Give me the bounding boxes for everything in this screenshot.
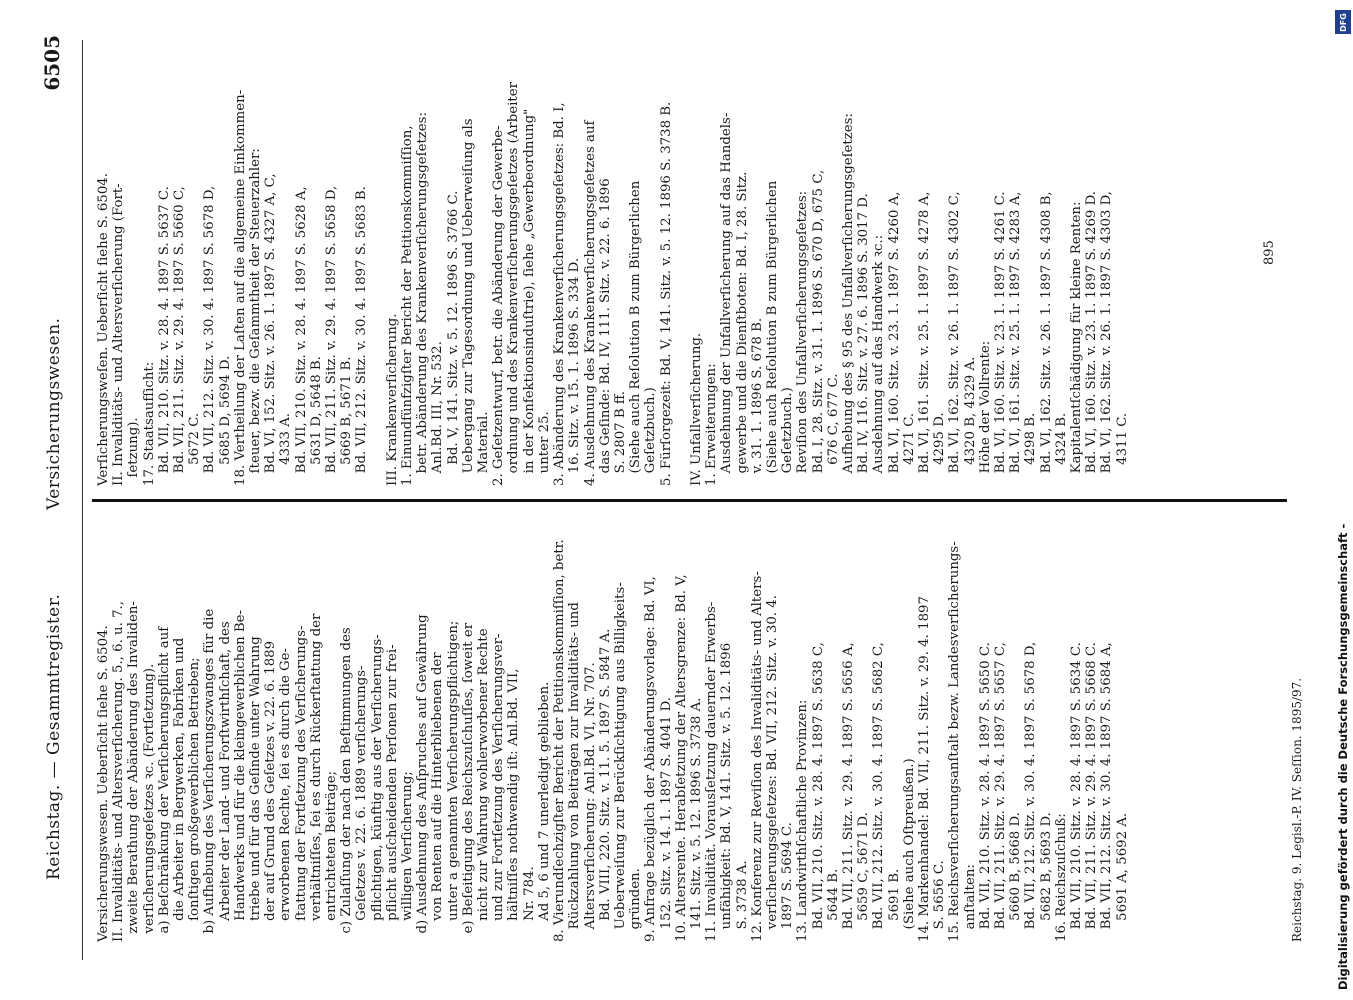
text-line: 4295 D. bbox=[932, 412, 948, 486]
text-line: Altersverſicherung: Anl.Bd. VI, Nr. 707. bbox=[582, 662, 598, 942]
logo-text: DFG bbox=[1338, 12, 1348, 32]
text-line: S. 3738 A. bbox=[734, 860, 750, 942]
text-line: II. Invaliditäts- und Altersverſicherung (Fort- bbox=[111, 183, 127, 486]
text-line: von Renten auf die Hinterbliebenen der bbox=[430, 652, 446, 942]
text-line: S. 2807 B ff. bbox=[612, 390, 628, 486]
text-line: Ausdehnung auf das Handwerk ꝛc.: bbox=[871, 234, 887, 486]
text-line: Bd. VII, 211. Sitz. v. 29. 4. 1897 S. 5658 D, bbox=[324, 185, 340, 486]
text-line: 5660 B, 5668 D. bbox=[1008, 812, 1024, 942]
header-center: Versicherungswesen. bbox=[44, 317, 64, 510]
text-line: 4333 A. bbox=[278, 412, 294, 486]
text-line: Bd. VII, 210. Sitz. v. 28. 4. 1897 S. 5638 C, bbox=[810, 642, 826, 942]
text-line: 1897 S. 5694 C. bbox=[780, 822, 796, 942]
text-line: 11. Invalidität. Vorausſetzung dauernder Erwerbs- bbox=[704, 601, 720, 942]
text-line: triebe und für das Geſinde unter Wahrung bbox=[248, 636, 264, 942]
text-line: ſteuer, bezw. die Geſammtheit der Steuerzahler: bbox=[248, 148, 264, 486]
text-line: Bd. IV, 116. Sitz. v. 27. 6. 1896 S. 3017 D. bbox=[856, 193, 872, 486]
text-line: das Geſinde: Bd. IV, 111. Sitz. v. 22. 6. 1896 bbox=[597, 178, 613, 486]
text-line: 5644 B. bbox=[825, 868, 841, 942]
text-line: Bd. VII, 210. Sitz. v. 28. 4. 1897 S. 5637 C. bbox=[156, 186, 172, 486]
text-line: Höhe der Vollrente: bbox=[977, 340, 993, 486]
text-line: 18. Vertheilung der Laſten auf die allgemeine Einkommen- bbox=[232, 89, 248, 486]
text-line: 1. Einundfünfzigſter Bericht der Petitionskommiſſion, bbox=[400, 125, 416, 486]
credit-text: Digitalisierung gefördert durch die Deutsche Forschungsgemeinschaft - bbox=[1336, 523, 1350, 990]
text-line: 16. Sitz. v. 15. 1. 1896 S. 334 D. bbox=[567, 257, 583, 486]
text-line: 12. Konferenz zur Reviſion des Invaliditäts- und Alters- bbox=[749, 571, 765, 942]
text-line: IV. Unfallverſicherung. bbox=[688, 332, 704, 486]
text-line: Reviſion des Unfallverſicherungsgeſetzes: bbox=[795, 190, 811, 486]
text-line: Bd. VII, 211. Sitz. v. 29. 4. 1897 S. 5660 C, bbox=[172, 186, 188, 486]
text-line: Anl.Bd. III, Nr. 532. bbox=[430, 341, 446, 486]
text-line: 676 C, 677 C. bbox=[825, 373, 841, 486]
text-line: Bd. VII, 211. Sitz. v. 29. 4. 1897 S. 5657 C, bbox=[992, 642, 1008, 942]
text-line: Bd. VII, 210. Sitz. v. 28. 4. 1897 S. 5634 C. bbox=[1069, 642, 1084, 942]
text-line: 4. Ausdehnung des Krankenverſicherungsgeſetzes auf bbox=[582, 120, 598, 486]
text-line: Nr. 784. bbox=[521, 866, 537, 942]
text-line: Geſetzes v. 22. 6. 1889 verſicherungs- bbox=[354, 665, 370, 942]
text-line: Bd. VI, 161. Sitz. v. 25. 1. 1897 S. 4283 A, bbox=[1008, 191, 1024, 486]
left-column bbox=[96, 497, 1130, 942]
text-line: Bd. I, 28. Sitz. v. 31. 1. 1896 S. 670 D, 675 C, bbox=[810, 169, 826, 486]
text-line: 5. Fürſorgezeit: Bd. V, 141. Sitz. v. 5. 12. 1896 S. 3738 B. bbox=[658, 101, 674, 486]
text-line: Bd. VII, 212. Sitz. v. 30. 4. 1897 S. 5682 C, bbox=[871, 642, 887, 942]
text-line: willigen Verſicherung; bbox=[400, 771, 416, 942]
text-line: 5682 B, 5693 D. bbox=[1038, 812, 1054, 942]
text-line: c) Zulaſſung der nach den Beſtimmungen des bbox=[339, 627, 355, 942]
text-line: III. Krankenverſicherung. bbox=[384, 313, 400, 486]
text-line: 5659 C, 5671 D. bbox=[856, 812, 872, 942]
text-line: Bd. VII, 210. Sitz. v. 28. 4. 1897 S. 5650 C. bbox=[977, 642, 993, 942]
text-line: in der Konfektionsinduſtrie), ſiehe „Gewerbeordnung" bbox=[521, 108, 537, 486]
dfg-logo bbox=[1335, 10, 1351, 34]
text-line: Bd. VII, 212. Sitz. v. 30. 4. 1897 S. 5678 D, bbox=[1023, 641, 1039, 942]
text-line: hältniſſes nothwendig iſt: Anl.Bd. VII, bbox=[506, 668, 522, 942]
text-line: Bd. VI, 160. Sitz. v. 23. 1. 1897 S. 4260 A, bbox=[886, 191, 902, 486]
header-left: Reichstag. — Gesammtregister. bbox=[44, 593, 64, 880]
text-line: gründen. bbox=[628, 868, 644, 942]
text-line bbox=[370, 41, 385, 486]
page-number: 6505 bbox=[40, 35, 64, 91]
text-line: betr. Abänderung des Krankenverſicherungsgeſetzes: bbox=[415, 112, 431, 486]
text-line: 5691 A, 5692 A. bbox=[1114, 812, 1130, 942]
text-line: 152. Sitz. v. 14. 1. 1897 S. 4041 D. bbox=[658, 697, 674, 942]
page-header bbox=[40, 30, 70, 970]
text-line: Arbeiter der Land- und Forſtwirthſchaft, des bbox=[217, 621, 233, 942]
text-line: 4324 B. bbox=[1053, 412, 1069, 486]
text-line: Bd. V, 141. Sitz. v. 5. 12. 1896 S. 3766 C. bbox=[445, 190, 461, 486]
text-line: anſtalten: bbox=[962, 864, 978, 942]
right-column bbox=[96, 41, 1130, 486]
text-line: 4320 B, 4329 A. bbox=[962, 356, 978, 486]
text-line: verſicherungsgeſetzes ꝛc. (Fortſetzung). bbox=[141, 663, 157, 942]
text-line: 4298 B. bbox=[1023, 412, 1039, 486]
text-line: Bd. VII, 212. Sitz. v. 30. 4. 1897 S. 5684 A, bbox=[1099, 642, 1115, 942]
text-line: Bd. VI, 162. Sitz. v. 26. 1. 1897 S. 4303 D, bbox=[1099, 190, 1115, 486]
text-line: unter 25. bbox=[536, 411, 552, 486]
text-line: Uebergang zur Tagesordnung und Ueberweiſung als bbox=[460, 118, 476, 486]
text-line: Bd. VIII, 220. Sitz. v. 11. 5. 1897 S. 5847 A. bbox=[597, 628, 613, 942]
text-line: ſonſtigen großgewerblichen Betrieben; bbox=[187, 657, 203, 942]
text-line bbox=[674, 41, 689, 486]
text-line: (Siehe auch Reſolution B zum Bürgerlichen bbox=[628, 180, 644, 486]
text-line: 4311 C. bbox=[1114, 412, 1130, 486]
text-line: II. Invaliditäts- und Altersverſicherung. 5., 6. u. 7., bbox=[111, 601, 127, 942]
text-line: erworbenen Rechte, ſei es durch die Ge- bbox=[278, 648, 294, 942]
text-line: ſetzung). bbox=[126, 417, 142, 486]
text-line: 2. Geſetzentwurf, betr. die Abänderung der Gewerbe- bbox=[491, 125, 507, 486]
text-line: die Arbeiter in Bergwerken, Fabriken und bbox=[172, 637, 188, 942]
text-line: ſtattung der Fortſetzung des Verſicherungs- bbox=[293, 625, 309, 942]
text-line: (Siehe auch Reſolution B zum Bürgerlichen bbox=[764, 180, 780, 486]
text-line: und zur Fortſetzung des Verſicherungsver- bbox=[491, 633, 507, 942]
text-line: pflicht ausſcheidenden Perſonen zur frei- bbox=[384, 644, 400, 942]
text-line: (Siehe auch Oſtpreußen.) bbox=[901, 758, 917, 942]
text-line: 5691 B. bbox=[886, 868, 902, 942]
footer-left: Reichstag. 9. Legisl.-P. IV. Seſſion. 1895/97. bbox=[1290, 677, 1304, 942]
text-line: unfähigkeit: Bd. V, 141. Sitz. v. 5. 12. 1896 bbox=[719, 642, 735, 942]
text-line: 9. Anfrage bezüglich der Abänderungsvorlage: Bd. VI, bbox=[643, 576, 659, 942]
text-line: Bd. VI, 152. Sitz. v. 26. 1. 1897 S. 4327 A, C, bbox=[263, 173, 279, 486]
footer-page-number: 895 bbox=[1262, 240, 1277, 265]
text-line: verhältniſſes, ſei es durch Rückerſtattung der bbox=[308, 613, 324, 942]
text-line: Bd. VII, 211. Sitz. v. 29. 4. 1897 S. 5668 C. bbox=[1084, 642, 1100, 942]
text-line: 13. Landwirthſchaftliche Provinzen: bbox=[795, 699, 811, 942]
text-line: Rückzahlung von Beiträgen zur Invaliditäts- und bbox=[567, 602, 583, 942]
text-line: b) Aufhebung des Verſicherungszwanges für die bbox=[202, 608, 218, 942]
header-rule bbox=[82, 40, 83, 960]
text-line: 16. Reichszuſchuß: bbox=[1053, 813, 1069, 942]
text-line: 17. Staatsaufſicht: bbox=[141, 361, 157, 486]
text-line: S. 5656 C. bbox=[932, 860, 948, 942]
text-line: Ausdehnung der Unfallverſicherung auf das Handels- bbox=[719, 112, 735, 486]
digitization-credit bbox=[1334, 230, 1353, 990]
text-line: zweite Berathung der Abänderung des Invaliden- bbox=[126, 601, 142, 942]
text-line: Bd. VI, 160. Sitz. v. 23. 1. 1897 S. 4269 D. bbox=[1084, 190, 1100, 486]
text-line: Versicherungswesen. Ueberſicht ſiehe S. 6504. bbox=[96, 625, 111, 942]
text-line: Bd. VI, 162. Sitz. v. 26. 1. 1897 S. 4302 C, bbox=[947, 191, 963, 486]
text-line: a) Beſchränkung der Verſicherungspflicht auf bbox=[156, 626, 172, 942]
text-line: Bd. VII, 212. Sitz. v. 30. 4. 1897 S. 5678 D, bbox=[202, 185, 218, 486]
text-line: nicht zur Wahrung wohlerworbener Rechte bbox=[476, 628, 492, 942]
text-line: gewerbe und die Dienſtboten: Bd. I, 28. Sitz. bbox=[734, 171, 750, 486]
text-line: Bd. VII, 212. Sitz. v. 30. 4. 1897 S. 5683 B. bbox=[354, 186, 370, 486]
text-line: Aufhebung des § 95 des Unfallverſicherungsgeſetzes: bbox=[840, 113, 856, 486]
text-line: Bd. VI, 161. Sitz. v. 25. 1. 1897 S. 4278 A, bbox=[916, 191, 932, 486]
text-line: 10. Altersrente. Herabſetzung der Altersgrenze: Bd. V, bbox=[673, 574, 689, 942]
text-line: Kapitalentſchädigung für kleine Renten: bbox=[1069, 201, 1084, 486]
text-line: Geſetzbuch.) bbox=[643, 387, 659, 486]
text-line: Bd. VII, 210. Sitz. v. 28. 4. 1897 S. 5628 A, bbox=[293, 186, 309, 486]
text-line: v. 31. 1. 1896 S. 678 B. bbox=[749, 317, 765, 486]
text-line: der auf Grund des Geſetzes v. 22. 6. 1889 bbox=[263, 640, 279, 942]
text-line: Bd. VI, 160. Sitz. v. 23. 1. 1897 S. 4261 C. bbox=[992, 191, 1008, 486]
text-line: pflichtigen, künftig aus der Verſicherungs- bbox=[369, 634, 385, 942]
text-line: ordnung und des Krankenverſicherungsgeſetzes (Arbeiter bbox=[506, 82, 522, 486]
text-line: entrichteten Beiträge; bbox=[324, 770, 340, 942]
text-line: 4271 C. bbox=[901, 412, 917, 486]
text-line: 1. Erweiterungen: bbox=[704, 363, 720, 486]
text-line: Handwerks und für die kleingewerblichen Be- bbox=[232, 609, 248, 942]
text-line: unter a genannten Verſicherungspflichtigen; bbox=[445, 620, 461, 942]
text-line: Geſetzbuch.) bbox=[780, 387, 796, 486]
text-line: 5685 D, 5694 D. bbox=[217, 355, 233, 486]
text-line: 15. Reichsverſicherungsanſtalt bezw. Landesverſicherungs- bbox=[947, 541, 963, 942]
text-line: Verſicherungsweſen. Ueberſicht ſiehe S. 6504. bbox=[96, 173, 111, 486]
text-line: Material. bbox=[476, 411, 492, 486]
text-line: Ad 5, 6 und 7 unerledigt geblieben. bbox=[536, 681, 552, 942]
text-line: 3. Abänderung des Krankenverſicherungsgeſetzes: Bd. I, bbox=[552, 102, 568, 486]
text-line: Ueberweiſung zur Berückſichtigung aus Billigkeits- bbox=[612, 582, 628, 942]
text-line: 5631 D, 5648 B. bbox=[308, 356, 324, 486]
text-line: verſicherungsgeſetzes: Bd. VII, 212. Sitz. v. 30. 4. bbox=[764, 595, 780, 942]
text-line: 8. Vierundſechzigſter Bericht der Petitionskommiſſion, betr. bbox=[552, 539, 568, 942]
text-line: 5672 C. bbox=[187, 412, 203, 486]
text-line: 5669 B, 5671 B. bbox=[339, 356, 355, 486]
text-line: Bd. VII, 211. Sitz. v. 29. 4. 1897 S. 5656 A, bbox=[840, 642, 856, 942]
text-line: 14. Markenhandel: Bd. VII, 211. Sitz. v. 29. 4. 1897 bbox=[916, 596, 932, 942]
text-line: e) Beſeitigung des Reichszuſchuſſes, ſoweit er bbox=[460, 622, 476, 942]
text-line: Bd. VI, 162. Sitz. v. 26. 1. 1897 S. 4308 B, bbox=[1038, 191, 1054, 486]
text-line: d) Ausdehnung des Anſpruches auf Gewährung bbox=[415, 614, 431, 942]
text-line: 141. Sitz. v. 5. 12. 1896 S. 3738 A. bbox=[688, 697, 704, 942]
